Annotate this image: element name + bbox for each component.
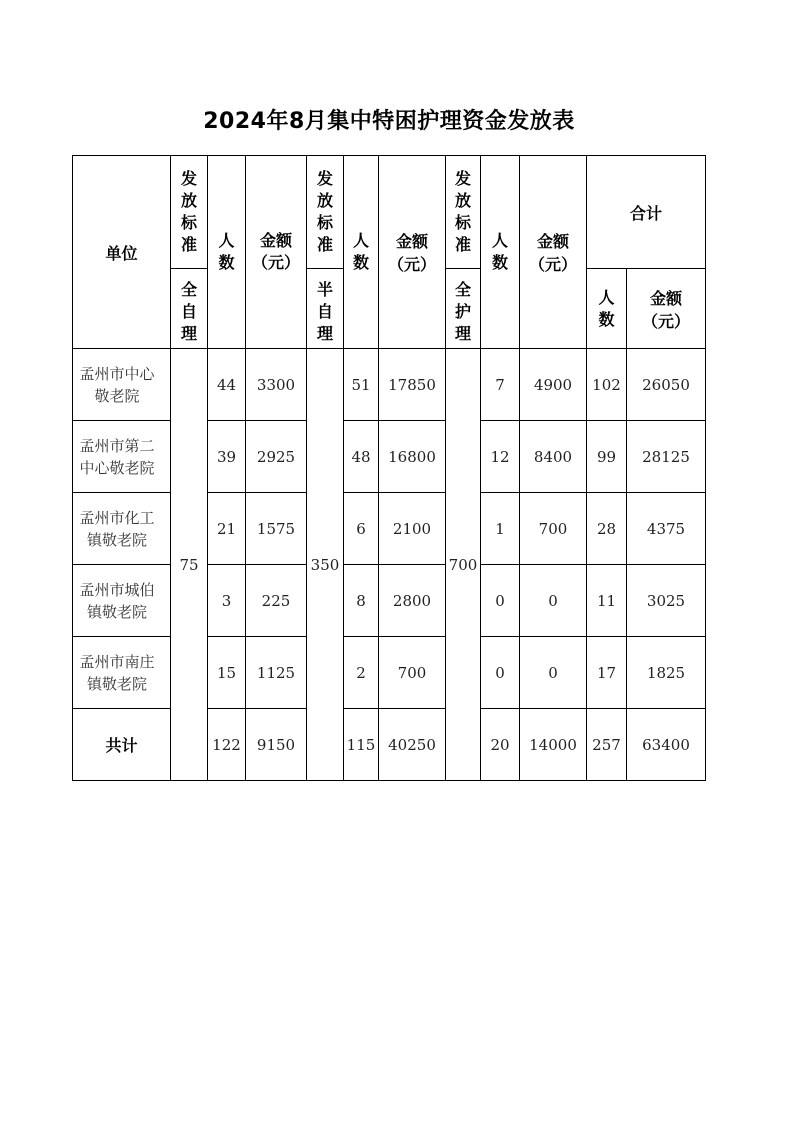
people-header-1: 人数 (208, 156, 246, 349)
c3-people: 1 (481, 493, 520, 565)
c2-amount: 17850 (379, 349, 446, 421)
c2-amount: 2800 (379, 565, 446, 637)
c1-people: 21 (208, 493, 246, 565)
c3-amount: 8400 (520, 421, 587, 493)
unit-name: 孟州市第二中心敬老院 (73, 421, 171, 493)
total-amount: 3025 (627, 565, 706, 637)
table-row (73, 637, 706, 709)
total-people-header: 人数 (587, 269, 627, 349)
c1-people: 122 (208, 709, 246, 781)
grand-total-label: 共计 (73, 709, 171, 781)
total-amount: 26050 (627, 349, 706, 421)
amount-header-3: 金额 （元） (520, 156, 587, 349)
c3-amount: 14000 (520, 709, 587, 781)
funding-table (72, 155, 706, 781)
unit-name: 孟州市化工镇敬老院 (73, 493, 171, 565)
c3-amount: 700 (520, 493, 587, 565)
c1-amount: 3300 (246, 349, 307, 421)
standard-value-3: 700 (446, 349, 481, 781)
c1-people: 15 (208, 637, 246, 709)
total-people: 257 (587, 709, 627, 781)
total-amount: 1825 (627, 637, 706, 709)
total-people: 102 (587, 349, 627, 421)
standard-header-3: 发放标准 (446, 156, 481, 269)
unit-name: 孟州市城伯镇敬老院 (73, 565, 171, 637)
category-full-self-care: 全自理 (171, 269, 208, 349)
total-amount-header: 金额 （元） (627, 269, 706, 349)
people-header-2: 人数 (344, 156, 379, 349)
c1-amount: 2925 (246, 421, 307, 493)
standard-value-2: 350 (307, 349, 344, 781)
c2-amount: 40250 (379, 709, 446, 781)
c2-amount: 700 (379, 637, 446, 709)
total-people: 11 (587, 565, 627, 637)
c3-people: 0 (481, 565, 520, 637)
c1-amount: 225 (246, 565, 307, 637)
standard-header-2: 发放标准 (307, 156, 344, 269)
total-header: 合计 (587, 156, 706, 269)
category-semi-self-care: 半自理 (307, 269, 344, 349)
c2-people: 51 (344, 349, 379, 421)
c2-people: 6 (344, 493, 379, 565)
total-people: 99 (587, 421, 627, 493)
table-row (73, 493, 706, 565)
c3-amount: 4900 (520, 349, 587, 421)
c3-people: 7 (481, 349, 520, 421)
people-header-3: 人数 (481, 156, 520, 349)
grand-total-row (73, 709, 706, 781)
c2-people: 2 (344, 637, 379, 709)
page-title: 2024年8月集中特困护理资金发放表 (203, 109, 575, 134)
table-row (73, 565, 706, 637)
unit-header: 单位 (73, 156, 171, 349)
total-people: 28 (587, 493, 627, 565)
header-row-top (73, 156, 706, 269)
table-row (73, 349, 706, 421)
amount-header-2: 金额 （元） (379, 156, 446, 349)
standard-value-1: 75 (171, 349, 208, 781)
c3-amount: 0 (520, 565, 587, 637)
c3-people: 12 (481, 421, 520, 493)
total-amount: 63400 (627, 709, 706, 781)
total-people: 17 (587, 637, 627, 709)
category-full-care: 全护理 (446, 269, 481, 349)
c2-people: 115 (344, 709, 379, 781)
total-amount: 4375 (627, 493, 706, 565)
c2-people: 8 (344, 565, 379, 637)
c3-people: 0 (481, 637, 520, 709)
c3-people: 20 (481, 709, 520, 781)
table-row (73, 421, 706, 493)
c2-amount: 16800 (379, 421, 446, 493)
c1-amount: 1575 (246, 493, 307, 565)
c1-people: 39 (208, 421, 246, 493)
c1-people: 44 (208, 349, 246, 421)
amount-header-1: 金额（元） (246, 156, 307, 349)
total-amount: 28125 (627, 421, 706, 493)
c2-amount: 2100 (379, 493, 446, 565)
c1-amount: 9150 (246, 709, 307, 781)
standard-header-1: 发放标准 (171, 156, 208, 269)
unit-name: 孟州市中心敬老院 (73, 349, 171, 421)
c1-amount: 1125 (246, 637, 307, 709)
c2-people: 48 (344, 421, 379, 493)
c1-people: 3 (208, 565, 246, 637)
c3-amount: 0 (520, 637, 587, 709)
unit-name: 孟州市南庄镇敬老院 (73, 637, 171, 709)
